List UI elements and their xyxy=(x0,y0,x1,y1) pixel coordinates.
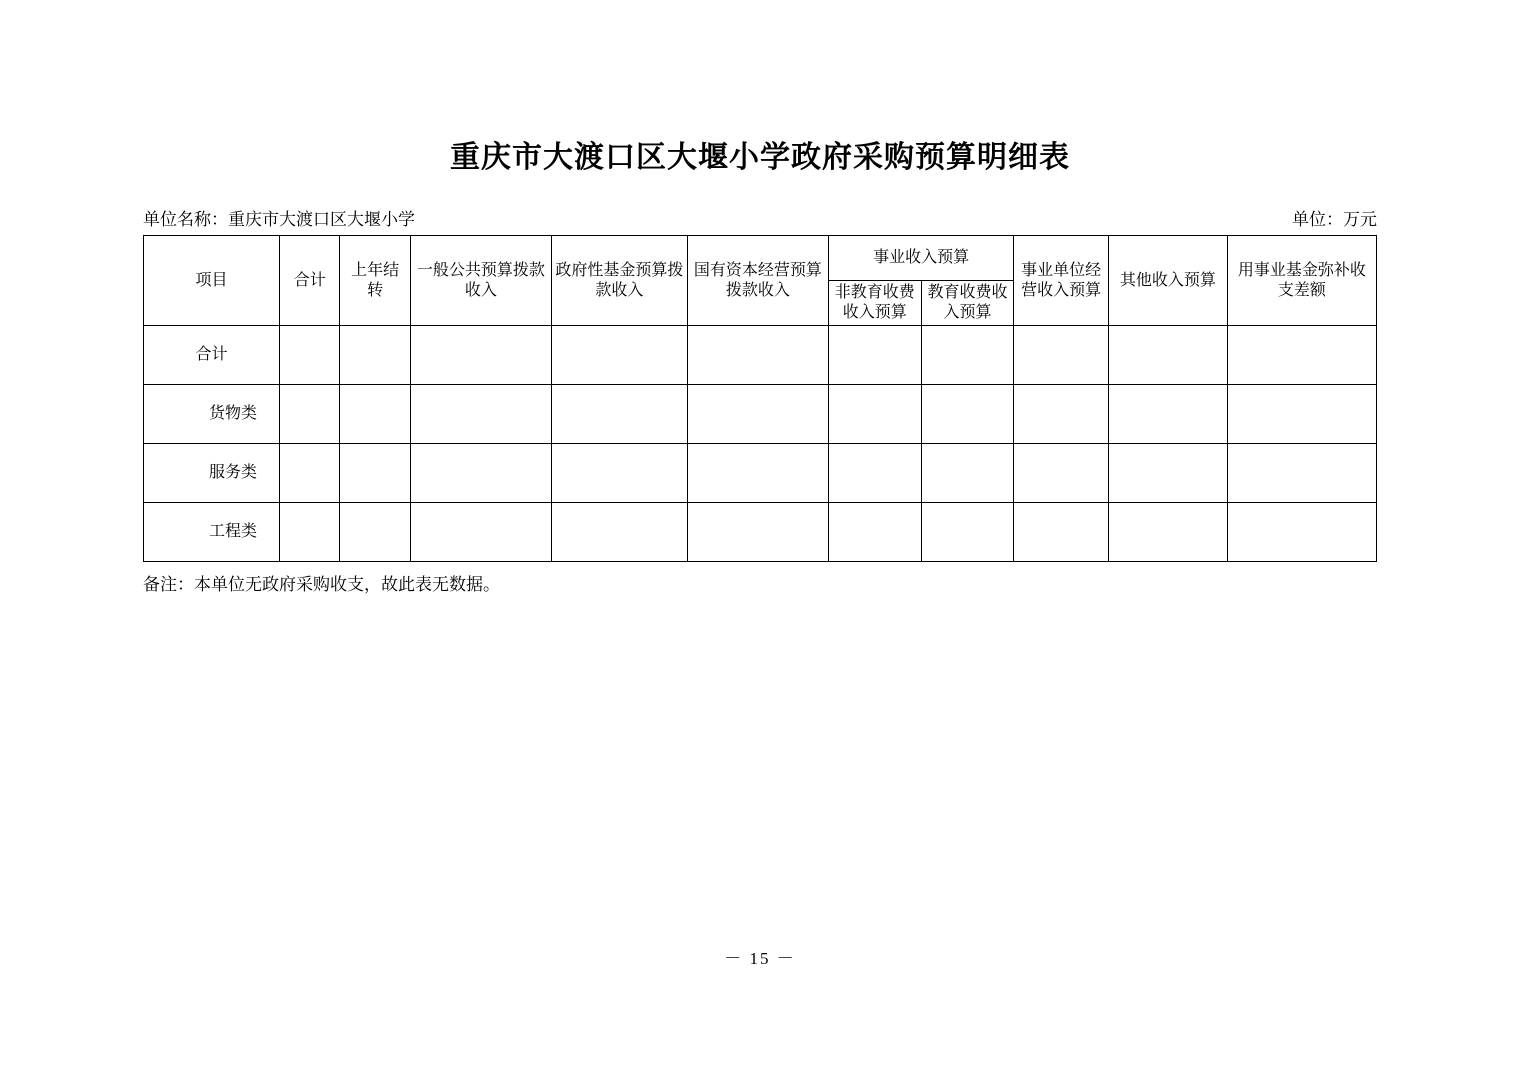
row-label-services: 服务类 xyxy=(144,444,280,503)
cell-state-capital xyxy=(687,503,828,562)
page-number: － 15 － xyxy=(724,949,796,968)
cell-gov-fund xyxy=(551,385,687,444)
table-note: 备注：本单位无政府采购收支，故此表无数据。 xyxy=(143,575,500,594)
header-edu-fee: 教育收费收入预算 xyxy=(921,281,1014,326)
cell-total xyxy=(279,503,339,562)
cell-fund-offset xyxy=(1227,503,1376,562)
cell-public-budget xyxy=(410,385,551,444)
table-header-row-1 xyxy=(144,236,1377,281)
table-row xyxy=(144,326,1377,385)
header-carryover: 上年结转 xyxy=(340,236,411,326)
cell-other-income xyxy=(1108,444,1227,503)
cell-state-capital xyxy=(687,326,828,385)
cell-non-edu-fee xyxy=(828,326,921,385)
header-non-edu-fee: 非教育收费收入预算 xyxy=(828,281,921,326)
cell-institution-operation xyxy=(1014,385,1109,444)
cell-edu-fee xyxy=(921,444,1014,503)
cell-non-edu-fee xyxy=(828,444,921,503)
row-label-total: 合计 xyxy=(144,326,280,385)
table-row xyxy=(144,385,1377,444)
table-row xyxy=(144,503,1377,562)
cell-other-income xyxy=(1108,503,1227,562)
currency-unit: 单位：万元 xyxy=(1292,210,1377,229)
header-total: 合计 xyxy=(279,236,339,326)
page-title: 重庆市大渡口区大堰小学政府采购预算明细表 xyxy=(450,141,1070,174)
cell-carryover xyxy=(340,385,411,444)
unit-name xyxy=(143,205,415,230)
cell-edu-fee xyxy=(921,503,1014,562)
header-institution-operation: 事业单位经营收入预算 xyxy=(1014,236,1109,326)
cell-non-edu-fee xyxy=(828,385,921,444)
cell-fund-offset xyxy=(1227,326,1376,385)
cell-other-income xyxy=(1108,326,1227,385)
cell-state-capital xyxy=(687,444,828,503)
header-group-institution-income: 事业收入预算 xyxy=(828,236,1013,281)
cell-public-budget xyxy=(410,326,551,385)
cell-institution-operation xyxy=(1014,444,1109,503)
cell-institution-operation xyxy=(1014,326,1109,385)
header-state-capital: 国有资本经营预算拨款收入 xyxy=(687,236,828,326)
cell-edu-fee xyxy=(921,385,1014,444)
cell-non-edu-fee xyxy=(828,503,921,562)
row-label-goods: 货物类 xyxy=(144,385,280,444)
cell-carryover xyxy=(340,326,411,385)
cell-edu-fee xyxy=(921,326,1014,385)
procurement-budget-table xyxy=(143,235,1377,562)
cell-gov-fund xyxy=(551,326,687,385)
unit-name-label: 单位名称： xyxy=(143,210,228,229)
cell-fund-offset xyxy=(1227,385,1376,444)
table-row xyxy=(144,444,1377,503)
header-public-budget: 一般公共预算拨款收入 xyxy=(410,236,551,326)
cell-institution-operation xyxy=(1014,503,1109,562)
cell-total xyxy=(279,444,339,503)
meta-row xyxy=(143,205,1377,230)
cell-fund-offset xyxy=(1227,444,1376,503)
cell-gov-fund xyxy=(551,444,687,503)
cell-total xyxy=(279,385,339,444)
header-gov-fund: 政府性基金预算拨款收入 xyxy=(551,236,687,326)
cell-total xyxy=(279,326,339,385)
header-other-income: 其他收入预算 xyxy=(1108,236,1227,326)
cell-carryover xyxy=(340,444,411,503)
cell-state-capital xyxy=(687,385,828,444)
cell-public-budget xyxy=(410,444,551,503)
unit-name-value: 重庆市大渡口区大堰小学 xyxy=(228,210,415,229)
header-item: 项目 xyxy=(144,236,280,326)
cell-other-income xyxy=(1108,385,1227,444)
cell-gov-fund xyxy=(551,503,687,562)
header-fund-offset: 用事业基金弥补收支差额 xyxy=(1227,236,1376,326)
cell-public-budget xyxy=(410,503,551,562)
cell-carryover xyxy=(340,503,411,562)
row-label-engineering: 工程类 xyxy=(144,503,280,562)
